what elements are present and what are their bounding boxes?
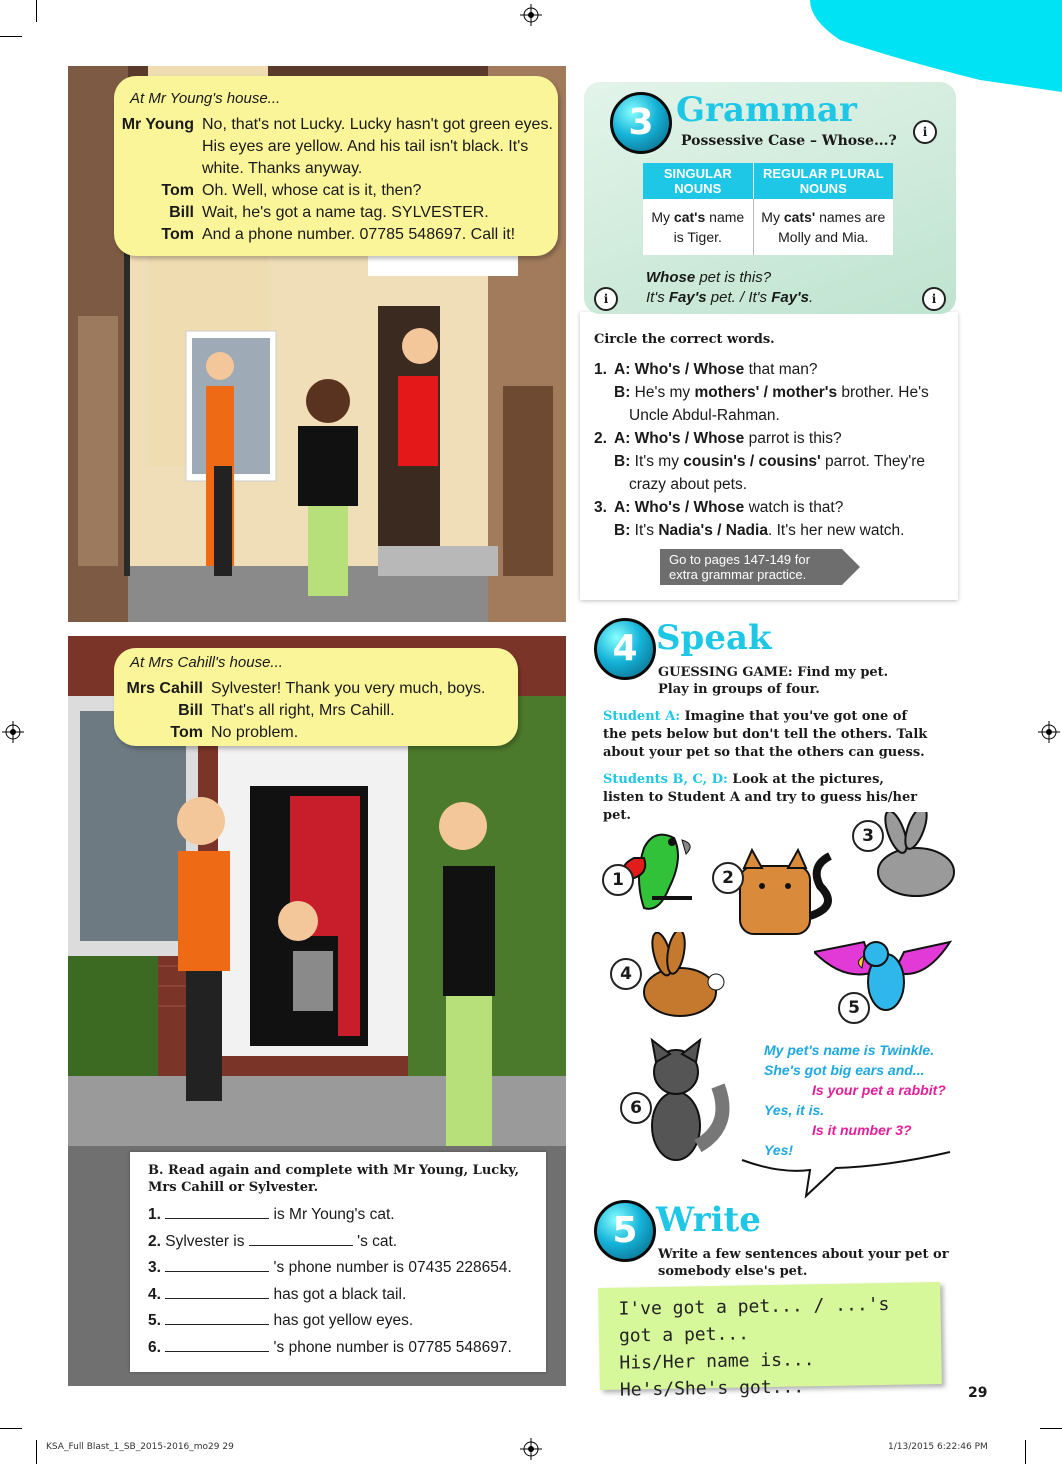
reference-text bbox=[669, 552, 810, 582]
cell-bold: cats' bbox=[783, 209, 816, 225]
dialogue-line bbox=[113, 678, 523, 700]
dialogue-lines bbox=[113, 678, 523, 744]
item-post: 's phone number is 07435 228654. bbox=[269, 1259, 512, 1276]
heading-line: B. Read again and complete with Mr Young, Lucky, bbox=[148, 1163, 520, 1178]
column-header: SINGULAR NOUNS bbox=[643, 163, 753, 199]
instruction-line: somebody else's pet. bbox=[658, 1264, 808, 1279]
item-post: 's phone number is 07785 548697. bbox=[269, 1338, 512, 1356]
item-post: has got yellow eyes. bbox=[269, 1312, 414, 1329]
section-number: 5 bbox=[594, 1200, 656, 1262]
cat-grey-icon bbox=[638, 1036, 738, 1162]
exercise-b bbox=[130, 1152, 546, 1372]
sample-line: Yes! bbox=[764, 1142, 794, 1158]
note-line: I've got a pet... / ...'s got a pet... bbox=[618, 1293, 890, 1347]
item-text: watch is that? bbox=[744, 499, 844, 516]
registration-mark bbox=[520, 4, 542, 26]
student-a-instruction bbox=[603, 708, 933, 762]
grammar-reference-link[interactable] bbox=[660, 549, 860, 585]
dialogue-line bbox=[104, 224, 554, 246]
pet-number-badge: 3 bbox=[852, 820, 884, 852]
cell-text: My bbox=[651, 209, 674, 225]
exercise-item bbox=[594, 519, 954, 542]
speaker-label: A: bbox=[614, 430, 631, 447]
dialogue-line bbox=[104, 114, 554, 180]
registration-mark bbox=[520, 1438, 542, 1460]
student-label: Student A: bbox=[603, 709, 681, 724]
choice-words[interactable]: Who's / Whose bbox=[634, 430, 745, 447]
cell-text: My bbox=[761, 209, 784, 225]
table-cell bbox=[753, 199, 893, 255]
exercise-item bbox=[148, 1308, 548, 1335]
line-text: That's all right, Mrs Cahill. bbox=[211, 702, 395, 719]
pet-number-badge: 4 bbox=[610, 958, 642, 990]
sample-dialogue bbox=[764, 1040, 946, 1160]
section-title: Grammar bbox=[676, 90, 857, 130]
grammar-exercise-items bbox=[594, 358, 954, 542]
info-icon: i bbox=[594, 287, 618, 311]
dialogue-place: At Mr Young's house... bbox=[130, 90, 281, 107]
dialogue-place: At Mrs Cahill's house... bbox=[130, 654, 283, 671]
grammar-example bbox=[646, 288, 813, 308]
info-icon: i bbox=[913, 120, 937, 144]
blank-field[interactable] bbox=[165, 1257, 269, 1272]
note-line: He's/She's got... bbox=[619, 1376, 805, 1401]
sticky-note bbox=[598, 1282, 942, 1401]
item-number: 3. bbox=[594, 499, 607, 516]
item-post: 's cat. bbox=[352, 1232, 398, 1250]
parrot-blue-icon bbox=[814, 932, 954, 1022]
item-continuation: crazy about pets. bbox=[629, 476, 748, 493]
section-title: Speak bbox=[656, 618, 772, 658]
note-line: His/Her name is... bbox=[619, 1349, 815, 1374]
exercise-item bbox=[148, 1202, 548, 1229]
footer-right: 1/13/2015 6:22:46 PM bbox=[888, 1442, 988, 1452]
grammar-examples bbox=[646, 268, 813, 308]
footer-left: KSA_Full Blast_1_SB_2015-2016_mo29 29 bbox=[46, 1442, 234, 1452]
dialogue-line bbox=[104, 180, 554, 202]
item-number: 1. bbox=[594, 361, 607, 378]
example-bold: Whose bbox=[646, 269, 696, 286]
item-number: 2. bbox=[594, 430, 607, 447]
sample-line: She's got big ears and... bbox=[764, 1062, 925, 1078]
exercise-item bbox=[594, 496, 954, 519]
exercise-item bbox=[594, 450, 954, 473]
section-number: 3 bbox=[610, 92, 672, 154]
rabbit-brown-icon bbox=[636, 932, 726, 1022]
grammar-example bbox=[646, 268, 813, 288]
sample-line: Yes, it is. bbox=[764, 1102, 825, 1118]
speaker-label: A: bbox=[614, 361, 631, 378]
instruction-text: Look at the pictures, listen to Student A and try to guess his/her pet. bbox=[603, 772, 918, 823]
example-text: It's bbox=[646, 289, 669, 306]
crop-mark bbox=[36, 0, 37, 22]
choice-words[interactable]: Who's / Whose bbox=[634, 499, 745, 516]
speaker: Mrs Cahill bbox=[126, 680, 203, 697]
example-text: pet. / It's bbox=[706, 289, 772, 306]
exercise-item bbox=[594, 427, 954, 450]
line-text: Wait, he's got a name tag. SYLVESTER. bbox=[202, 204, 489, 221]
grammar-instruction: Circle the correct words. bbox=[594, 332, 775, 347]
section-title: Write bbox=[656, 1200, 761, 1240]
table-cell bbox=[643, 199, 753, 255]
exercise-item bbox=[148, 1335, 548, 1362]
speaker-label: A: bbox=[614, 499, 631, 516]
crop-mark bbox=[0, 36, 22, 37]
reference-line: extra grammar practice. bbox=[669, 567, 807, 582]
item-number: 5. bbox=[148, 1312, 161, 1329]
dialogue-line bbox=[113, 722, 523, 744]
exercise-item bbox=[148, 1229, 548, 1256]
item-continuation: Uncle Abdul-Rahman. bbox=[629, 407, 780, 424]
line-text: Sylvester! Thank you very much, boys. bbox=[211, 680, 486, 697]
exercise-item bbox=[594, 381, 954, 404]
example-text: . bbox=[808, 289, 814, 306]
cell-bold: cat's bbox=[673, 209, 706, 225]
student-label: Students B, C, D: bbox=[603, 772, 728, 787]
speaker: Tom bbox=[170, 724, 203, 741]
example-bold: Fay's bbox=[668, 289, 707, 306]
crop-mark bbox=[1025, 1440, 1026, 1464]
line-text: No problem. bbox=[211, 724, 299, 741]
speaker-label: B: bbox=[614, 522, 631, 539]
speaker: Tom bbox=[161, 226, 194, 243]
registration-mark bbox=[1038, 721, 1060, 743]
pet-number-badge: 2 bbox=[712, 862, 744, 894]
item-text: brother. He's bbox=[837, 384, 929, 401]
speak-heading bbox=[658, 664, 888, 698]
registration-mark bbox=[2, 721, 24, 743]
reference-line: Go to pages 147-149 for bbox=[669, 552, 810, 567]
pet-number-badge: 1 bbox=[602, 864, 634, 896]
item-number: 4. bbox=[148, 1285, 161, 1303]
line-text: Oh. Well, whose cat is it, then? bbox=[202, 182, 422, 199]
exercise-item bbox=[148, 1255, 548, 1282]
page-corner-tab bbox=[780, 0, 1062, 92]
info-icon: i bbox=[922, 287, 946, 311]
speaker-label: B: bbox=[614, 384, 631, 401]
item-text: It's bbox=[634, 522, 659, 539]
instruction-text: Imagine that you've got one of the pets below but don't tell the others. Talk about your pet so that the others can guess. bbox=[603, 709, 928, 760]
dialogue-line bbox=[113, 700, 523, 722]
heading-line: Mrs Cahill or Sylvester. bbox=[148, 1180, 319, 1195]
sample-line: Is it number 3? bbox=[812, 1122, 912, 1138]
blank-field[interactable] bbox=[165, 1204, 269, 1219]
pet-number-badge: 6 bbox=[620, 1092, 652, 1124]
speaker-label: B: bbox=[614, 453, 631, 470]
choice-words[interactable]: Nadia's / Nadia bbox=[658, 522, 768, 539]
page-number: 29 bbox=[968, 1385, 988, 1401]
example-bold: Fay's bbox=[771, 289, 809, 306]
dialogue-lines bbox=[104, 114, 554, 246]
item-post: has got a black tail. bbox=[269, 1285, 407, 1303]
item-number: 6. bbox=[148, 1338, 161, 1356]
exercise-b-heading bbox=[148, 1162, 519, 1196]
crop-mark bbox=[36, 1440, 37, 1464]
blank-field[interactable] bbox=[165, 1337, 269, 1352]
exercise-b-items bbox=[148, 1202, 548, 1361]
exercise-item bbox=[148, 1282, 548, 1309]
choice-words[interactable]: cousin's / cousins' bbox=[683, 453, 821, 470]
item-text: He's my bbox=[634, 384, 695, 401]
grammar-table bbox=[643, 163, 893, 255]
blank-field[interactable] bbox=[165, 1284, 269, 1299]
speech-bubble-2 bbox=[114, 648, 518, 746]
exercise-item bbox=[594, 358, 954, 381]
heading-line: Play in groups of four. bbox=[658, 682, 820, 697]
choice-words[interactable]: Who's / Whose bbox=[634, 361, 745, 378]
heading-line: GUESSING GAME: Find my pet. bbox=[658, 665, 889, 680]
item-number: 2. bbox=[148, 1232, 161, 1250]
item-post: is Mr Young's cat. bbox=[269, 1206, 395, 1223]
crop-mark bbox=[1040, 1428, 1062, 1429]
item-text: parrot is this? bbox=[744, 430, 842, 447]
speaker: Mr Young bbox=[121, 116, 194, 133]
item-text: that man? bbox=[744, 361, 818, 378]
item-text: . It's her new watch. bbox=[767, 522, 905, 539]
cell-text: name is Tiger. bbox=[673, 209, 745, 245]
sample-line: Is your pet a rabbit? bbox=[812, 1082, 946, 1098]
item-pre: Sylvester is bbox=[165, 1232, 249, 1250]
speaker: Bill bbox=[169, 204, 194, 221]
item-text: parrot. They're bbox=[820, 453, 926, 470]
blank-field[interactable] bbox=[249, 1231, 353, 1246]
cell-text: names are Molly and Mia. bbox=[778, 209, 886, 245]
example-text: pet is this? bbox=[695, 269, 772, 286]
sample-line: My pet's name is Twinkle. bbox=[764, 1042, 935, 1058]
speaker: Tom bbox=[161, 182, 194, 199]
item-number: 1. bbox=[148, 1206, 161, 1223]
speech-bubble-1 bbox=[114, 76, 558, 256]
item-number: 3. bbox=[148, 1259, 161, 1276]
line-text: No, that's not Lucky. Lucky hasn't got green eyes. His eyes are yellow. And his tail isn't black. It's white. Thanks anyway. bbox=[202, 116, 553, 177]
choice-words[interactable]: mothers' / mother's bbox=[694, 384, 838, 401]
cat-orange-icon bbox=[730, 846, 842, 938]
column-header: REGULAR PLURAL NOUNS bbox=[753, 163, 893, 199]
instruction-line: Write a few sentences about your pet or bbox=[658, 1247, 949, 1262]
pet-number-badge: 5 bbox=[838, 992, 870, 1024]
grammar-subtitle: Possessive Case – Whose...? bbox=[681, 133, 897, 149]
section-number: 4 bbox=[594, 618, 656, 680]
dialogue-line bbox=[104, 202, 554, 224]
blank-field[interactable] bbox=[165, 1310, 269, 1325]
speaker: Bill bbox=[178, 702, 203, 719]
write-instruction bbox=[658, 1246, 949, 1280]
crop-mark bbox=[0, 1428, 22, 1429]
item-text: It's my bbox=[634, 453, 684, 470]
speech-tail bbox=[740, 1148, 952, 1200]
line-text: And a phone number. 07785 548697. Call it! bbox=[202, 226, 516, 243]
